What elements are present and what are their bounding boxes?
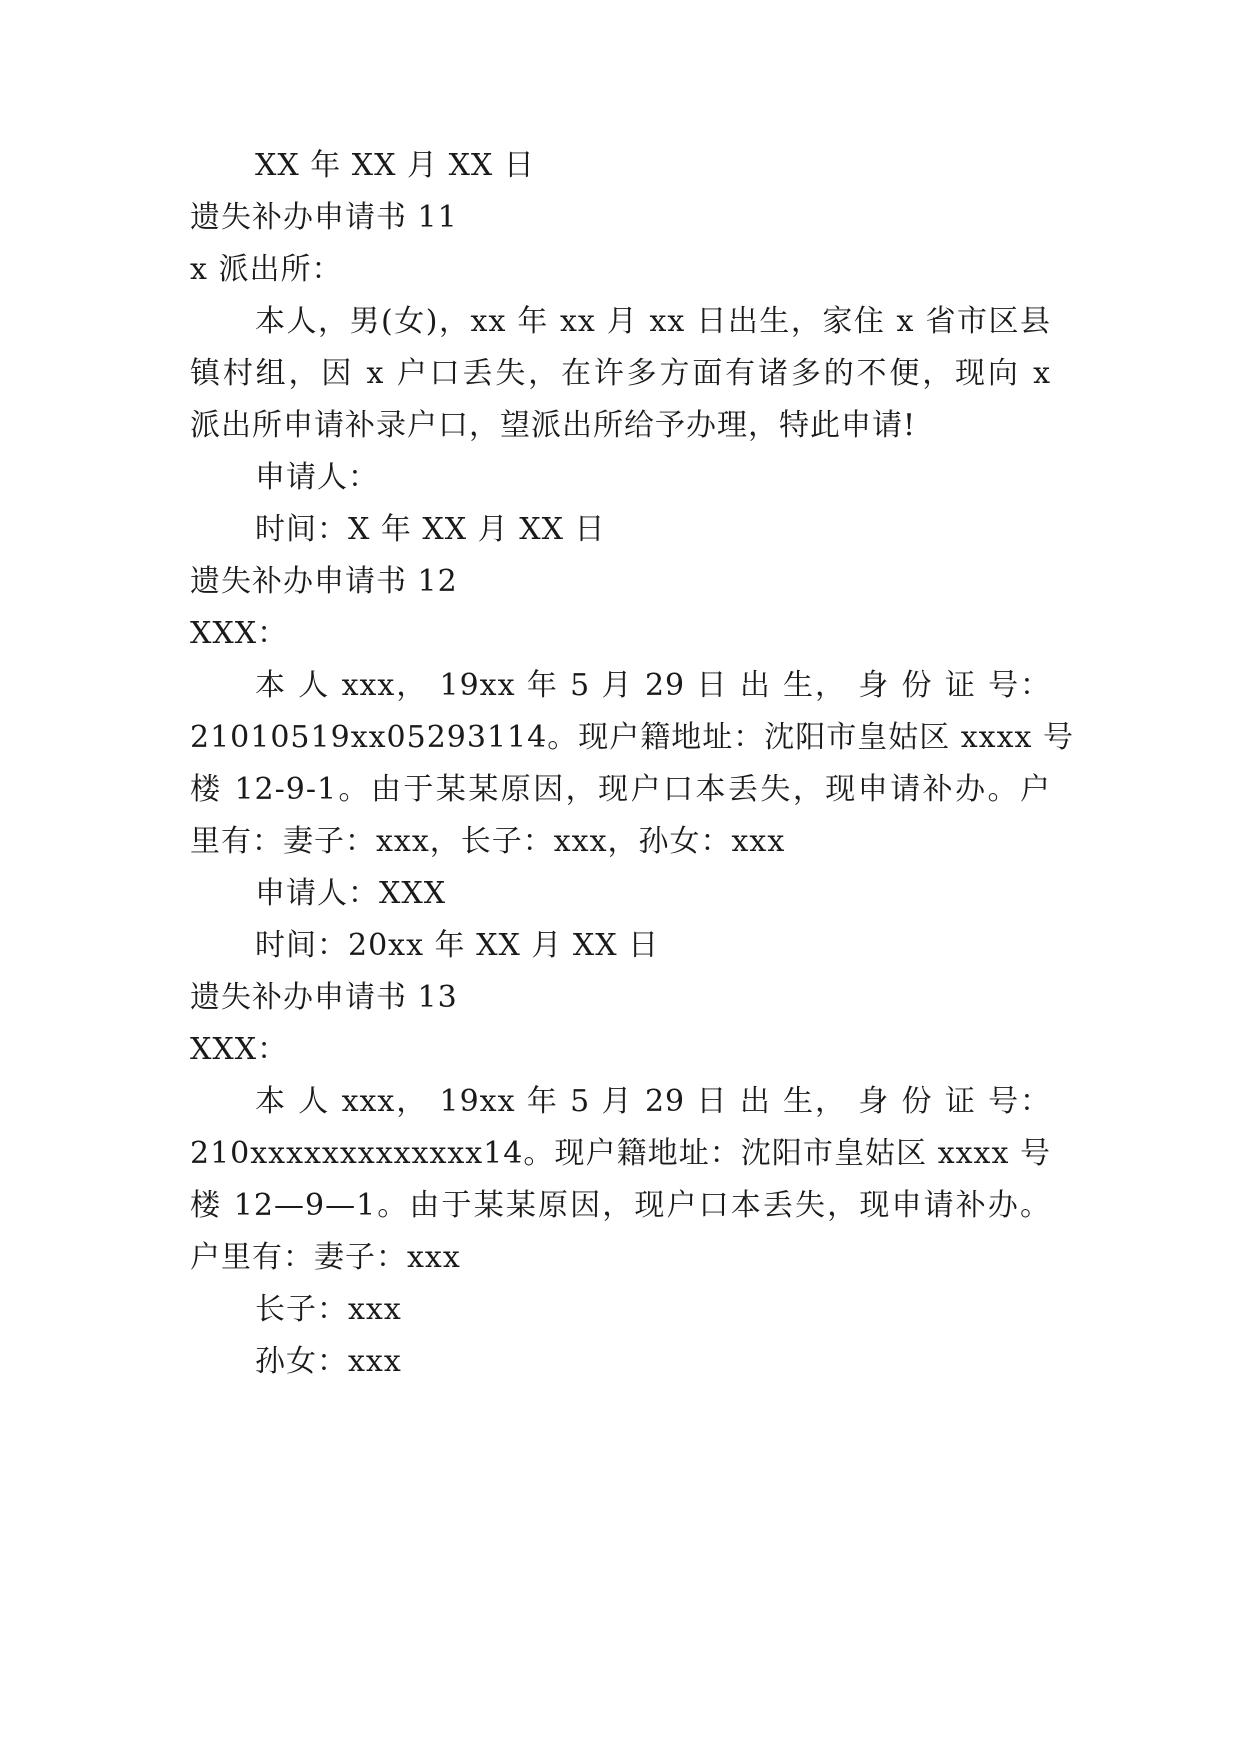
applicant-line: 申请人： xyxy=(255,460,379,495)
section-title-12: 遗失补办申请书 12 xyxy=(190,564,458,599)
paragraph-line: 21010519xx05293114。现户籍地址：沈阳市皇姑区 xxxx 号 xyxy=(190,720,1074,755)
time-line: 时间：20xx 年 XX 月 XX 日 xyxy=(255,928,660,963)
paragraph-line: 里有：妻子：xxx，长子：xxx，孙女：xxx xyxy=(190,824,786,859)
addressee-line: x 派出所： xyxy=(190,252,343,287)
paragraph-line: 户里有：妻子：xxx xyxy=(190,1240,461,1275)
paragraph-line: 本人，男(女)，xx 年 xx 月 xx 日出生，家住 x 省市区县 xyxy=(255,304,1051,339)
family-member-line: 孙女：xxx xyxy=(255,1344,402,1379)
time-line: 时间：X 年 XX 月 XX 日 xyxy=(255,512,606,547)
paragraph-line: 派出所申请补录户口，望派出所给予办理，特此申请! xyxy=(190,408,917,443)
applicant-line: 申请人：XXX xyxy=(255,876,447,911)
paragraph-line: 楼 12—9—1。由于某某原因，现户口本丢失，现申请补办。 xyxy=(190,1188,1051,1223)
paragraph-line: 本 人 xxx， 19xx 年 5 月 29 日 出 生， 身 份 证 号： xyxy=(255,668,1051,703)
section-title-13: 遗失补办申请书 13 xyxy=(190,980,458,1015)
section-title-11: 遗失补办申请书 11 xyxy=(190,200,458,235)
date-line: XX 年 XX 月 XX 日 xyxy=(255,148,535,183)
family-member-line: 长子：xxx xyxy=(255,1292,402,1327)
paragraph-line: 210xxxxxxxxxxxxx14。现户籍地址：沈阳市皇姑区 xxxx 号 xyxy=(190,1136,1051,1171)
paragraph-line: 镇村组，因 x 户口丢失，在许多方面有诸多的不便，现向 x xyxy=(190,356,1051,391)
addressee-line: XXX： xyxy=(190,616,289,651)
paragraph-line: 本 人 xxx， 19xx 年 5 月 29 日 出 生， 身 份 证 号： xyxy=(255,1084,1051,1119)
addressee-line: XXX： xyxy=(190,1032,289,1067)
paragraph-line: 楼 12-9-1。由于某某原因，现户口本丢失，现申请补办。户 xyxy=(190,772,1051,807)
